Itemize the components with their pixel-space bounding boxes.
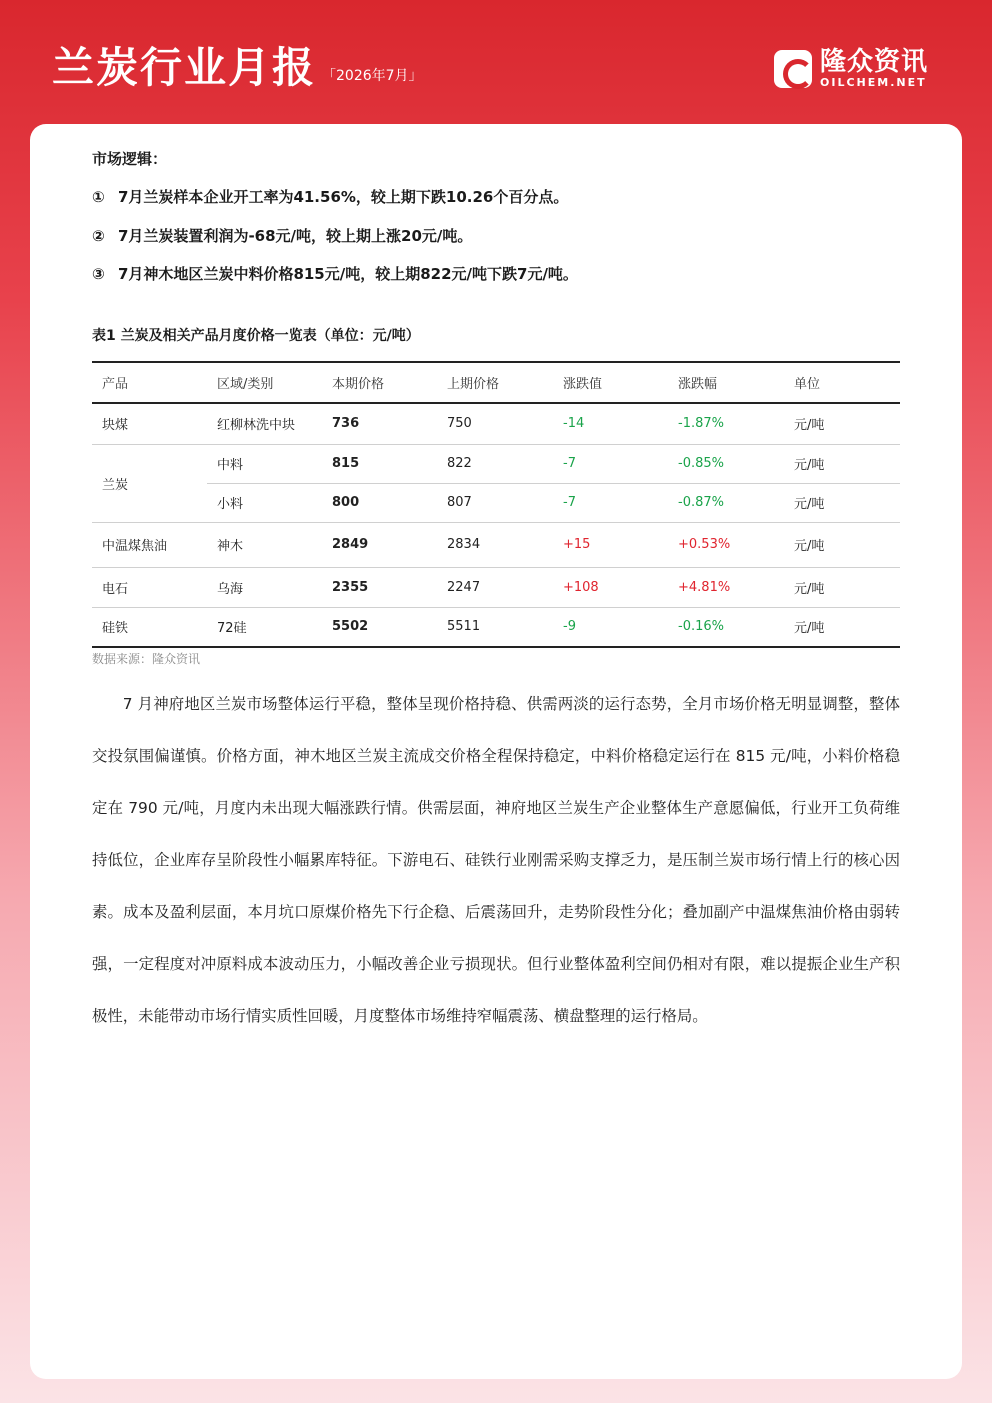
analysis-paragraph: 7 月神府地区兰炭市场整体运行平稳，整体呈现价格持稳、供需两淡的运行态势，全月市场价格无明显调整，整体交投氛围偏谨慎。价格方面，神木地区兰炭主流成交价格全程保持稳定，中料价格稳定运行在 815 元/吨，小料价格稳定在 790 元/吨，月度内未出现大幅涨跌行情。供需层面，神府地区兰炭生产企业整体生产意愿偏低，行业开工负荷维持低位，企业库存呈阶段性小幅累库特征。下游电石、硅铁行业刚需采购支撑乏力，是压制兰炭市场行情上行的核心因素。成本及盈利层面，本月坑口原煤价格先下行企稳、后震荡回升，走势阶段性分化；叠加副产中温煤焦油价格由弱转强，一定程度对冲原料成本波动压力，小幅改善企业亏损现状。但行业整体盈利空间仍相对有限，难以提振企业生产积极性，未能带动市场行情实质性回暖，月度整体市场维持窄幅震荡、横盘整理的运行格局。 (92, 695, 900, 1025)
report-header (0, 0, 992, 125)
cell-previous: 2247 (437, 567, 553, 607)
cell-product: 块煤 (92, 403, 207, 444)
table-row (92, 483, 900, 522)
logic-item-number: ① (92, 188, 105, 206)
logic-item-text: 7月兰炭装置利润为-68元/吨，较上期上涨20元/吨。 (118, 227, 473, 245)
logic-item (92, 263, 578, 285)
cell-region: 72硅 (207, 607, 322, 647)
cell-change: -9 (553, 607, 668, 647)
cell-change: -14 (553, 403, 668, 444)
cell-current: 2355 (322, 567, 437, 607)
market-logic-label: 市场逻辑： (92, 150, 168, 168)
oilchem-logo (774, 46, 944, 92)
report-date: 「2026年7月」 (322, 68, 423, 84)
logic-item-number: ③ (92, 265, 105, 283)
logic-item-text: 7月神木地区兰炭中料价格815元/吨，较上期822元/吨下跌7元/吨。 (118, 265, 578, 283)
cell-previous: 822 (437, 444, 553, 483)
cell-product: 硅铁 (92, 607, 207, 647)
cell-product: 兰炭 (92, 444, 207, 522)
cell-pct: -0.16% (668, 607, 784, 647)
logo-name-en: OILCHEM.NET (820, 76, 927, 89)
logo-name-cn: 隆众资讯 (820, 47, 929, 77)
logic-item (92, 186, 568, 208)
cell-unit: 元/吨 (784, 483, 900, 522)
header-region: 区域/类别 (207, 362, 322, 403)
cell-unit: 元/吨 (784, 444, 900, 483)
logic-item (92, 225, 472, 247)
data-source: 数据来源：隆众资讯 (92, 652, 201, 666)
cell-current: 2849 (322, 522, 437, 567)
cell-previous: 5511 (437, 607, 553, 647)
table-row (92, 522, 900, 567)
cell-pct: +0.53% (668, 522, 784, 567)
table-caption: 表1 兰炭及相关产品月度价格一览表（单位：元/吨） (92, 328, 420, 344)
price-table (92, 361, 900, 648)
oilchem-logo-icon (774, 50, 812, 88)
cell-pct: -1.87% (668, 403, 784, 444)
cell-product: 电石 (92, 567, 207, 607)
cell-change: -7 (553, 483, 668, 522)
header-product: 产品 (92, 362, 207, 403)
table-row (92, 607, 900, 647)
header-change-pct: 涨跌幅 (668, 362, 784, 403)
cell-change: +15 (553, 522, 668, 567)
price-table-wrapper (92, 361, 900, 648)
cell-previous: 750 (437, 403, 553, 444)
cell-unit: 元/吨 (784, 522, 900, 567)
header-change: 涨跌值 (553, 362, 668, 403)
cell-current: 815 (322, 444, 437, 483)
cell-previous: 807 (437, 483, 553, 522)
table-row (92, 567, 900, 607)
cell-region: 小料 (207, 483, 322, 522)
cell-current: 5502 (322, 607, 437, 647)
logic-item-number: ② (92, 227, 105, 245)
header-previous-price: 上期价格 (437, 362, 553, 403)
cell-current: 736 (322, 403, 437, 444)
cell-pct: -0.85% (668, 444, 784, 483)
cell-pct: -0.87% (668, 483, 784, 522)
cell-region: 中料 (207, 444, 322, 483)
header-unit: 单位 (784, 362, 900, 403)
logic-item-text: 7月兰炭样本企业开工率为41.56%，较上期下跌10.26个百分点。 (118, 188, 569, 206)
cell-current: 800 (322, 483, 437, 522)
table-header-row (92, 362, 900, 403)
header-current-price: 本期价格 (322, 362, 437, 403)
table-row (92, 403, 900, 444)
cell-change: -7 (553, 444, 668, 483)
report-title: 兰炭行业月报 (52, 43, 317, 92)
cell-unit: 元/吨 (784, 567, 900, 607)
cell-unit: 元/吨 (784, 607, 900, 647)
cell-region: 红柳林洗中块 (207, 403, 322, 444)
cell-previous: 2834 (437, 522, 553, 567)
table-row (92, 444, 900, 483)
cell-region: 乌海 (207, 567, 322, 607)
cell-product: 中温煤焦油 (92, 522, 207, 567)
cell-pct: +4.81% (668, 567, 784, 607)
cell-region: 神木 (207, 522, 322, 567)
cell-unit: 元/吨 (784, 403, 900, 444)
cell-change: +108 (553, 567, 668, 607)
